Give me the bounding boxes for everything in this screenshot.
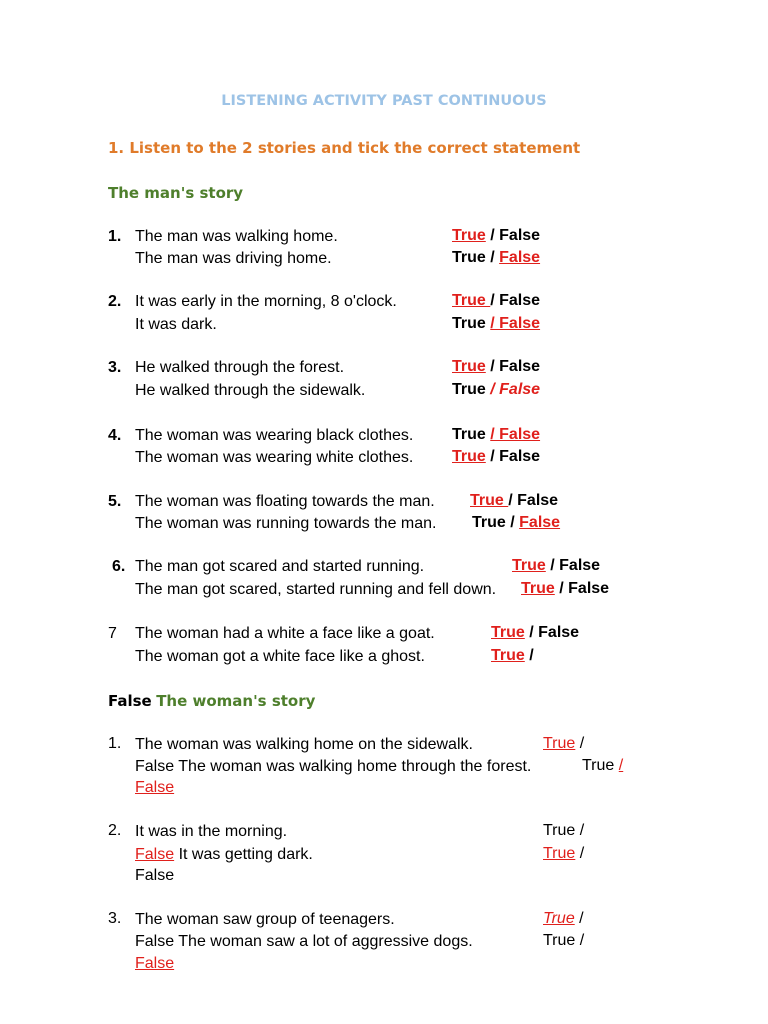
answer[interactable] bbox=[452, 315, 540, 333]
answer[interactable] bbox=[543, 910, 584, 928]
slash: / bbox=[575, 822, 585, 839]
slash: / bbox=[508, 492, 513, 509]
true-selected[interactable]: True bbox=[452, 358, 486, 375]
statement: It was getting dark. bbox=[178, 846, 313, 863]
statement: The man was driving home. bbox=[135, 250, 332, 267]
instruction: 1. Listen to the 2 stories and tick the correct statement bbox=[108, 139, 581, 157]
slash: / bbox=[485, 227, 500, 244]
slash: / bbox=[485, 358, 500, 375]
true-selected[interactable]: True bbox=[543, 735, 576, 752]
item-number: 6. bbox=[112, 558, 126, 575]
slash: / bbox=[554, 580, 569, 597]
item-number: 4. bbox=[108, 427, 122, 444]
false-option[interactable]: False bbox=[499, 358, 541, 375]
statement: The woman was walking home through the forest. bbox=[178, 758, 532, 775]
answer[interactable] bbox=[543, 822, 584, 840]
item-number: 1. bbox=[108, 735, 122, 752]
statement-line bbox=[135, 845, 313, 865]
true-selected[interactable]: True bbox=[452, 448, 486, 465]
statement: The woman saw a lot of aggressive dogs. bbox=[178, 933, 473, 950]
slash: / bbox=[524, 647, 534, 664]
statement: It was early in the morning, 8 o'clock. bbox=[135, 293, 397, 310]
answer[interactable] bbox=[452, 426, 540, 444]
false-selected[interactable]: False bbox=[135, 955, 175, 972]
statement: The woman was wearing black clothes. bbox=[135, 427, 414, 444]
statement: The woman was wearing white clothes. bbox=[135, 449, 414, 466]
answer[interactable] bbox=[512, 557, 600, 575]
false-option[interactable]: False bbox=[135, 933, 175, 950]
true-option[interactable]: True bbox=[543, 822, 576, 839]
false-option[interactable]: False bbox=[517, 492, 559, 509]
answer[interactable] bbox=[543, 735, 584, 753]
item-number: 2. bbox=[108, 293, 122, 310]
true-selected[interactable]: True bbox=[543, 910, 575, 927]
true-selected[interactable]: True bbox=[470, 492, 509, 509]
true-option[interactable]: True bbox=[452, 249, 486, 266]
statement-line bbox=[135, 932, 473, 952]
true-option[interactable]: True bbox=[472, 514, 506, 531]
slash: / bbox=[490, 292, 500, 309]
statement: The woman had a white a face like a goat. bbox=[135, 625, 435, 642]
false-selected[interactable]: False bbox=[519, 514, 561, 531]
item-number: 5. bbox=[108, 493, 122, 510]
statement: The man got scared, started running and fell down. bbox=[135, 581, 497, 598]
true-selected[interactable]: True bbox=[491, 624, 525, 641]
slash: / bbox=[575, 932, 585, 949]
false-selected[interactable]: / False bbox=[490, 426, 541, 443]
false-option[interactable]: False bbox=[108, 692, 152, 710]
statement-line bbox=[135, 757, 531, 777]
true-option[interactable]: True bbox=[452, 315, 486, 332]
slash: / bbox=[545, 557, 560, 574]
statement: The woman was walking home on the sidewalk. bbox=[135, 736, 473, 753]
item-number: 1. bbox=[108, 228, 122, 245]
true-selected[interactable]: True bbox=[452, 227, 486, 244]
mans-story-heading: The man's story bbox=[108, 184, 244, 202]
answer[interactable] bbox=[521, 580, 609, 598]
statement: It was dark. bbox=[135, 316, 217, 333]
item-number: 2. bbox=[108, 822, 122, 839]
statement: The man was walking home. bbox=[135, 228, 338, 245]
womans-story-heading: The woman's story bbox=[156, 692, 316, 710]
statement: The woman got a white face like a ghost. bbox=[135, 648, 425, 665]
statement: He walked through the forest. bbox=[135, 359, 345, 376]
false-option[interactable]: False bbox=[135, 867, 175, 884]
answer[interactable] bbox=[491, 647, 534, 665]
answer[interactable] bbox=[452, 448, 540, 466]
slash: / bbox=[575, 735, 585, 752]
false-selected[interactable]: / False bbox=[490, 381, 541, 398]
answer[interactable] bbox=[452, 292, 540, 310]
slash: / bbox=[574, 910, 584, 927]
item-number: 7 bbox=[108, 625, 117, 642]
answer[interactable] bbox=[543, 845, 584, 863]
false-option[interactable]: False bbox=[499, 448, 541, 465]
slash: / bbox=[575, 845, 585, 862]
answer[interactable] bbox=[491, 624, 579, 642]
true-selected[interactable]: True bbox=[512, 557, 546, 574]
true-option[interactable]: True bbox=[582, 757, 615, 774]
statement: The woman was floating towards the man. bbox=[135, 493, 435, 510]
statement: It was in the morning. bbox=[135, 823, 288, 840]
statement: The woman was running towards the man. bbox=[135, 515, 437, 532]
answer[interactable] bbox=[452, 358, 540, 376]
answer[interactable] bbox=[452, 227, 540, 245]
slash: / bbox=[505, 514, 520, 531]
answer[interactable] bbox=[543, 932, 584, 950]
false-option[interactable]: False bbox=[135, 758, 175, 775]
item-number: 3. bbox=[108, 910, 122, 927]
statement: The man got scared and started running. bbox=[135, 558, 425, 575]
false-option[interactable]: False bbox=[559, 557, 601, 574]
slash: / bbox=[618, 757, 624, 774]
answer[interactable] bbox=[452, 381, 540, 399]
false-option[interactable]: False bbox=[499, 292, 541, 309]
page-title: LISTENING ACTIVITY PAST CONTINUOUS bbox=[221, 93, 547, 109]
true-option[interactable]: True bbox=[452, 426, 486, 443]
false-selected[interactable]: False bbox=[135, 779, 175, 796]
item-number: 3. bbox=[108, 359, 122, 376]
false-option[interactable]: False bbox=[499, 227, 541, 244]
answer[interactable] bbox=[472, 514, 560, 532]
false-selected[interactable]: False bbox=[135, 846, 175, 863]
false-option[interactable]: False bbox=[538, 624, 580, 641]
true-option[interactable]: True bbox=[452, 381, 486, 398]
slash: / bbox=[524, 624, 539, 641]
womans-story-heading-line bbox=[108, 692, 315, 711]
answer[interactable] bbox=[582, 757, 623, 775]
statement: He walked through the sidewalk. bbox=[135, 382, 366, 399]
false-option[interactable]: False bbox=[568, 580, 610, 597]
false-selected[interactable]: False bbox=[499, 249, 541, 266]
true-selected[interactable]: True bbox=[521, 580, 555, 597]
true-option[interactable]: True bbox=[543, 932, 576, 949]
slash: / bbox=[485, 448, 500, 465]
false-selected[interactable]: / False bbox=[490, 315, 541, 332]
true-selected[interactable]: True bbox=[543, 845, 576, 862]
answer[interactable] bbox=[470, 492, 558, 510]
slash: / bbox=[485, 249, 500, 266]
statement: The woman saw group of teenagers. bbox=[135, 911, 395, 928]
answer[interactable] bbox=[452, 249, 540, 267]
true-selected[interactable]: True bbox=[452, 292, 491, 309]
true-selected[interactable]: True bbox=[491, 647, 525, 664]
